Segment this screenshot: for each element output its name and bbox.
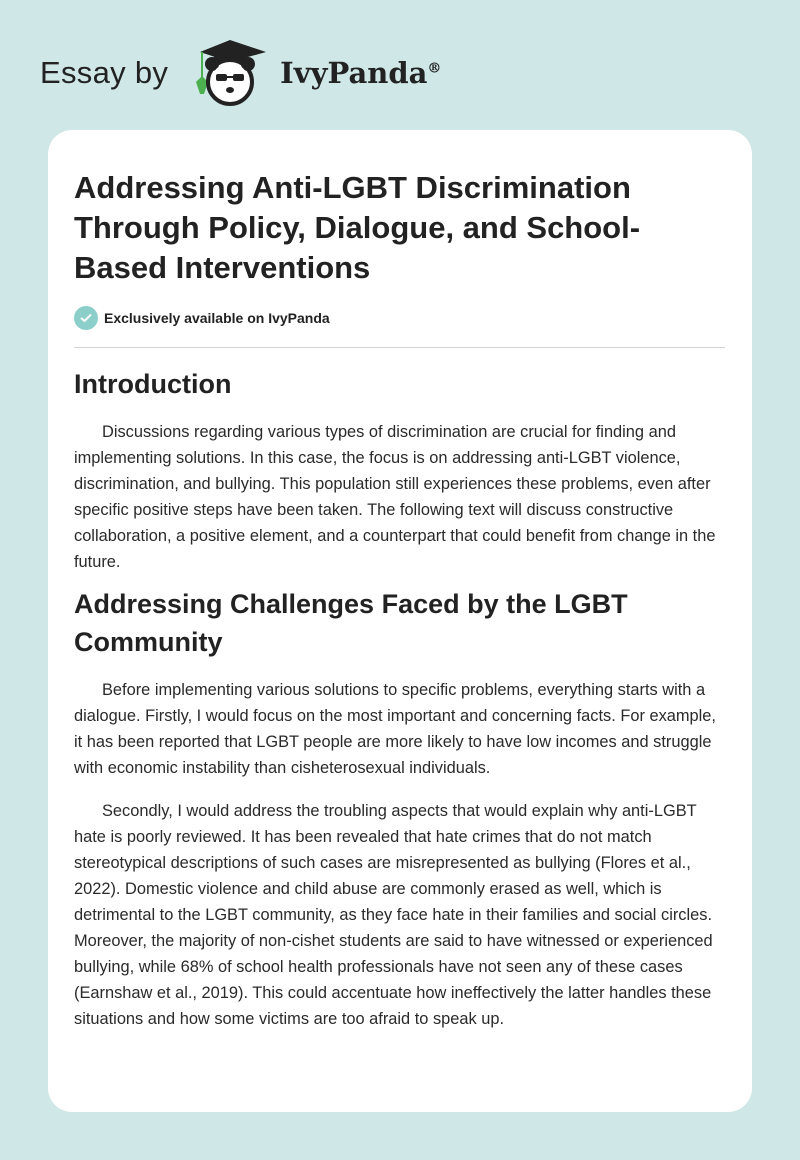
check-icon bbox=[74, 306, 98, 330]
paragraph: Before implementing various solutions to specific problems, everything starts with a dialogue. Firstly, I would focus on the most important and concerning facts. For example, it has been reported that LGBT people are more likely to have low incomes and struggle with economic instability than cisheterosexual individuals. bbox=[74, 681, 716, 777]
registered-mark: ® bbox=[427, 60, 442, 77]
brand-text: IvyPanda bbox=[280, 56, 428, 90]
exclusive-label: Exclusively available on IvyPanda bbox=[104, 310, 330, 326]
divider bbox=[74, 347, 725, 348]
essay-title: Addressing Anti-LGBT Discrimination Through Policy, Dialogue, and School-Based Interventions bbox=[74, 170, 641, 285]
brand-name bbox=[280, 56, 441, 90]
site-header bbox=[40, 38, 441, 108]
panda-logo-icon bbox=[186, 38, 272, 108]
paragraph: Discussions regarding various types of discrimination are crucial for finding and implementing solutions. In this case, the focus is on addressing anti-LGBT violence, discrimination, and bullying. This population still experiences these problems, even after specific positive steps have been taken. The following text will discuss constructive collaboration, a positive element, and a counterpart that could benefit from change in the future. bbox=[74, 423, 716, 571]
exclusive-badge bbox=[74, 306, 725, 330]
section-heading: Introduction bbox=[74, 369, 232, 399]
paragraph: Secondly, I would address the troubling aspects that would explain why anti-LGBT hate is poorly reviewed. It has been revealed that hate crimes that do not match stereotypical descriptions of such cases are misrepresented as bullying (Flores et al., 2022). Domestic violence and child abuse are commonly erased as well, which is detrimental to the LGBT community, as they face hate in their families and social circles. Moreover, the majority of non-cishet students are said to have witnessed or experienced bullying, while 68% of school health professionals have not seen any of these cases (Earnshaw et al., 2019). This could accentuate how ineffectively the latter handles these situations and how some victims are too afraid to speak up. bbox=[74, 802, 713, 1028]
essay-by-label: Essay by bbox=[40, 55, 169, 90]
essay-card bbox=[48, 130, 752, 1112]
section-heading: Addressing Challenges Faced by the LGBT Community bbox=[74, 589, 628, 657]
